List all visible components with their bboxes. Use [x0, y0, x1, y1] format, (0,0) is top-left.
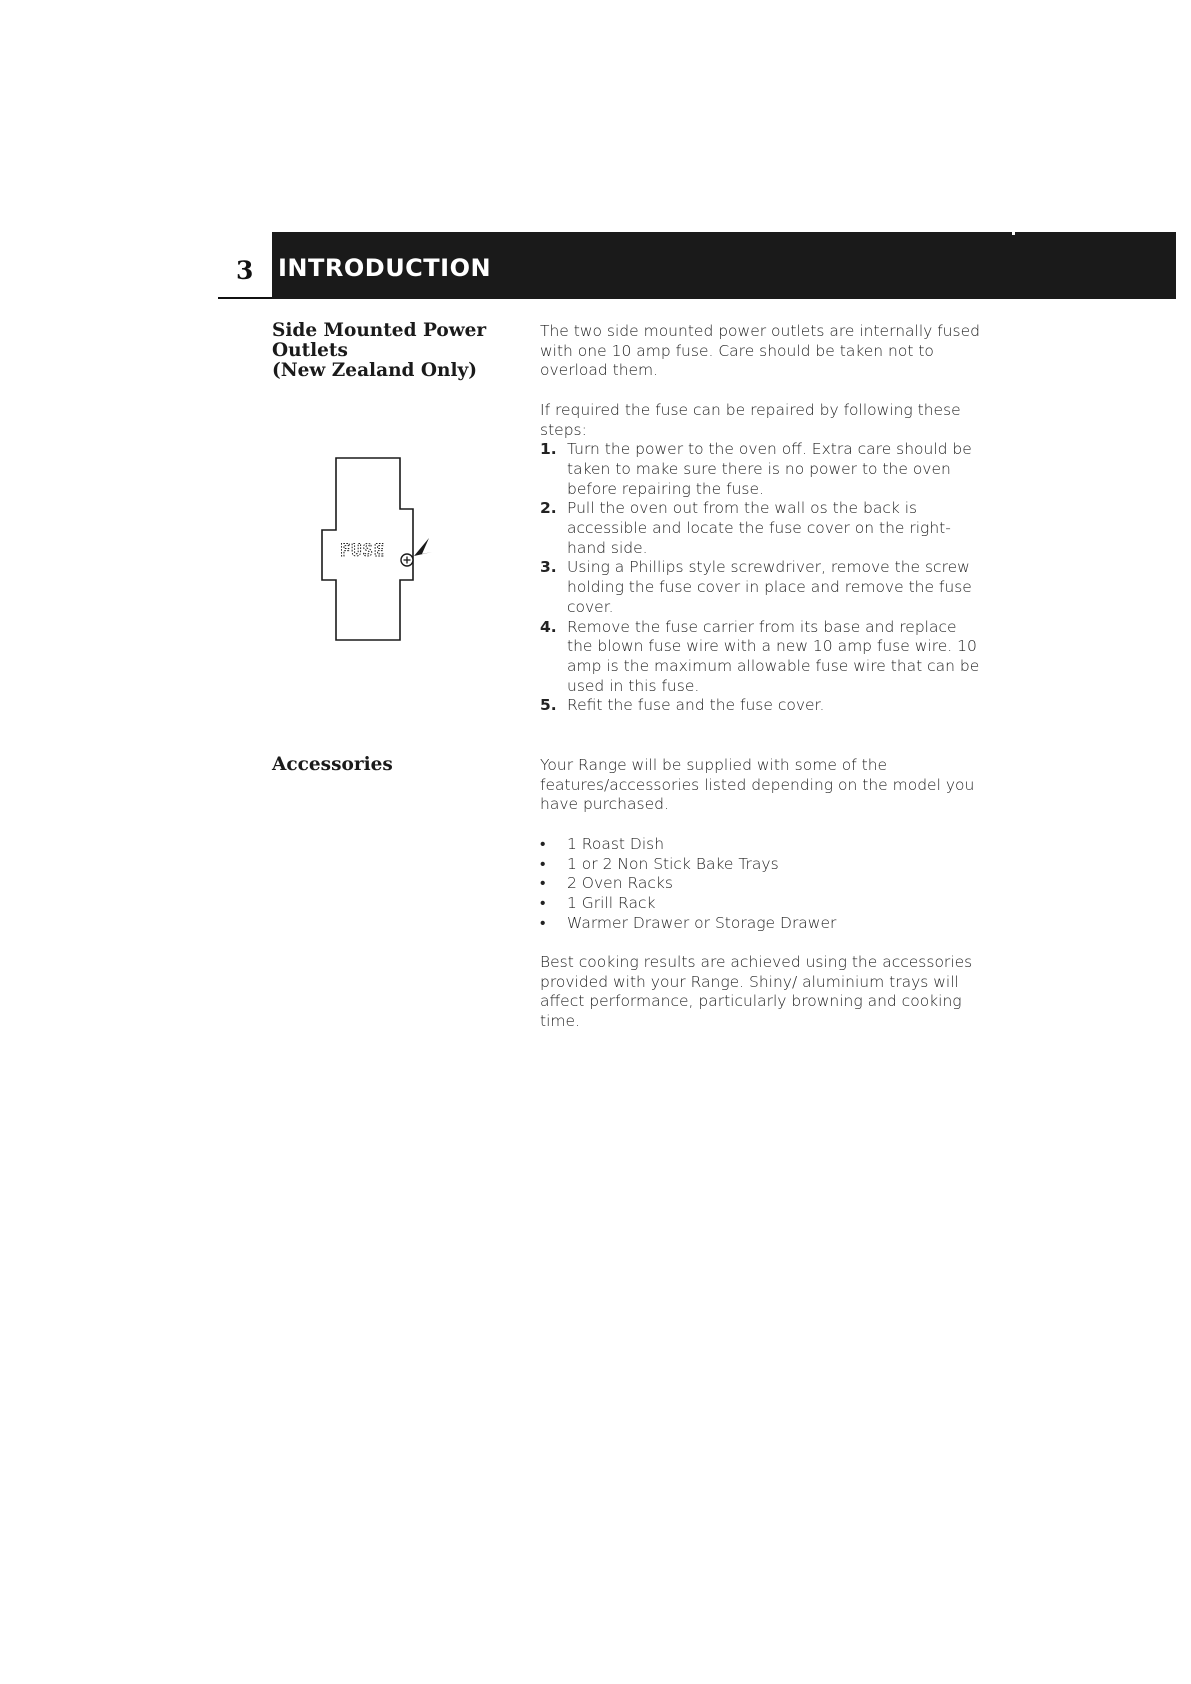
- header-rule: [218, 297, 273, 299]
- list-item: • 1 Grill Rack: [540, 894, 980, 914]
- step-text: Turn the power to the oven off. Extra care should be taken to make sure there is no power to the oven before repairing the fuse.: [567, 440, 972, 498]
- list-item: [540, 558, 980, 617]
- list-item: [540, 499, 980, 558]
- list-item: • 1 or 2 Non Stick Bake Trays: [540, 855, 980, 875]
- list-item: • Warmer Drawer or Storage Drawer: [540, 914, 980, 934]
- steps-intro: If required the fuse can be repaired by following these steps:: [540, 400, 961, 439]
- side-outlets-heading-line: (New Zealand Only): [272, 360, 477, 381]
- step-number: 1.: [540, 440, 557, 459]
- side-outlets-intro: The two side mounted power outlets are internally fused with one 10 amp fuse. Care should be taken not to overload them.: [540, 322, 980, 380]
- step-number: 2.: [540, 499, 557, 518]
- step-text: Pull the oven out from the wall os the back is accessible and locate the fuse cover on the right-hand side.: [567, 499, 951, 557]
- step-number: 3.: [540, 558, 557, 577]
- list-item: [540, 440, 980, 499]
- list-item: [540, 618, 980, 697]
- step-text: Using a Phillips style screwdriver, remove the screw holding the fuse cover in place and remove the fuse cover.: [567, 558, 972, 616]
- arrow-pointer-icon: [414, 538, 432, 556]
- side-outlets-heading-line: Outlets: [272, 340, 348, 361]
- header-bar-notch: [1012, 232, 1015, 235]
- accessories-heading: [272, 755, 393, 775]
- side-outlets-heading-line: Side Mounted Power: [272, 320, 487, 341]
- page-number: 3: [236, 256, 254, 285]
- fuse-cover-diagram: [310, 452, 440, 652]
- repair-steps-list: [540, 440, 980, 716]
- list-item: [540, 696, 980, 716]
- list-item: • 2 Oven Racks: [540, 874, 980, 894]
- side-outlets-body: [540, 322, 980, 716]
- step-text: Remove the fuse carrier from its base and replace the blown fuse wire with a new 10 amp fuse wire. 10 amp is the maximum allowable fuse wire that can be used in this fuse.: [567, 617, 980, 695]
- fuse-label: FUSE: [340, 541, 385, 561]
- page-title: INTRODUCTION: [278, 254, 492, 282]
- accessories-note: Best cooking results are achieved using the accessories provided with your Range. Shiny/ aluminium trays will affect performance, particularly browning and cooking time.: [540, 953, 973, 1031]
- accessories-intro: Your Range will be supplied with some of the features/accessories listed depending on the model you have purchased.: [540, 756, 975, 814]
- accessories-list: [540, 835, 980, 934]
- step-text: Refit the fuse and the fuse cover.: [567, 696, 825, 715]
- step-number: 4.: [540, 617, 557, 636]
- accessories-body: [540, 756, 980, 1032]
- step-number: 5.: [540, 696, 557, 715]
- accessories-heading-text: Accessories: [272, 754, 393, 775]
- side-outlets-heading: [272, 321, 486, 381]
- screw-icon: [401, 554, 413, 566]
- list-item: • 1 Roast Dish: [540, 835, 980, 855]
